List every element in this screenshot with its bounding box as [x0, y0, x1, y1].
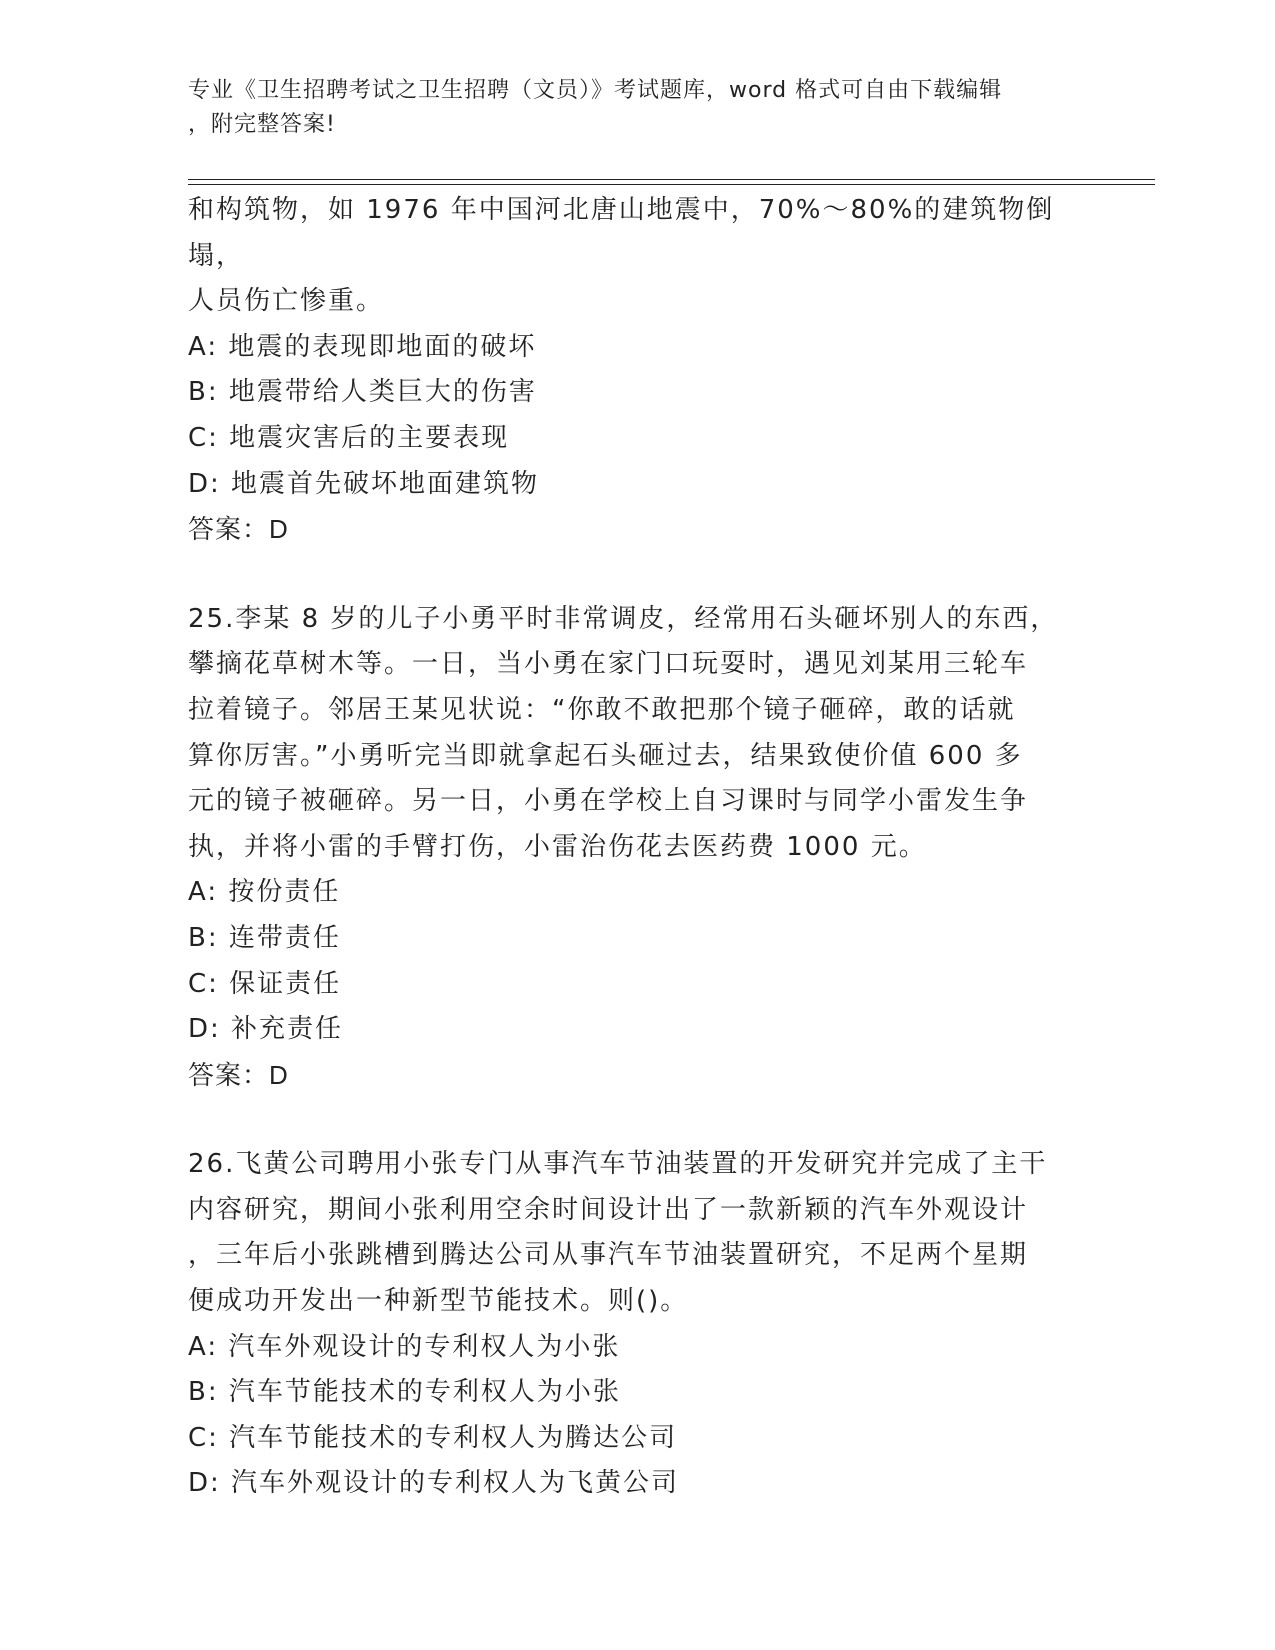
question-stem-line: 和构筑物，如 1976 年中国河北唐山地震中，70%～80%的建筑物倒塌，: [188, 195, 1055, 271]
question-stem-line: 便成功开发出一种新型节能技术。则()。: [188, 1286, 689, 1317]
question-stem-line: ，三年后小张跳槽到腾达公司从事汽车节油装置研究，不足两个星期: [188, 1240, 1029, 1271]
document-header: [188, 74, 1068, 142]
answer-line: 答案：D: [188, 514, 289, 545]
question-26: [188, 1142, 1068, 1507]
question-stem-line: 执，并将小雷的手臂打伤，小雷治伤花去医药费 1000 元。: [188, 831, 927, 862]
question-25: [188, 597, 1068, 1099]
option-a: A: 汽车外观设计的专利权人为小张: [188, 1331, 621, 1362]
option-c: C: 汽车节能技术的专利权人为腾达公司: [188, 1422, 678, 1453]
question-stem-line: 元的镜子被砸碎。另一日，小勇在学校上自习课时与同学小雷发生争: [188, 786, 1029, 817]
option-a: A: 按份责任: [188, 877, 341, 908]
option-b: B: 汽车节能技术的专利权人为小张: [188, 1377, 621, 1408]
header-divider-bottom: [188, 184, 1155, 185]
option-b: B: 地震带给人类巨大的伤害: [188, 377, 537, 408]
question-stem-line: 拉着镜子。邻居王某见状说：“你敢不敢把那个镜子砸碎，敢的话就: [188, 694, 1016, 725]
option-c: C: 保证责任: [188, 968, 342, 999]
header-title-line-2: ，附完整答案!: [188, 112, 336, 137]
option-d: D: 汽车外观设计的专利权人为飞黄公司: [188, 1468, 680, 1499]
answer-line: 答案：D: [188, 1059, 289, 1090]
option-d: D: 地震首先破坏地面建筑物: [188, 468, 540, 499]
option-b: B: 连带责任: [188, 922, 341, 953]
question-stem-line: 25.李某 8 岁的儿子小勇平时非常调皮，经常用石头砸坏别人的东西，: [188, 603, 1059, 634]
option-a: A: 地震的表现即地面的破坏: [188, 331, 537, 362]
question-stem-line: 人员伤亡惨重。: [188, 286, 385, 317]
header-title-line-1: 专业《卫生招聘考试之卫生招聘（文员）》考试题库，word 格式可自由下载编辑: [188, 78, 1003, 103]
question-stem-line: 内容研究，期间小张利用空余时间设计出了一款新颖的汽车外观设计: [188, 1194, 1029, 1225]
question-stem-line: 攀摘花草树木等。一日，当小勇在家门口玩耍时，遇见刘某用三轮车: [188, 649, 1029, 680]
option-c: C: 地震灾害后的主要表现: [188, 422, 510, 453]
question-stem-line: 26.飞黄公司聘用小张专门从事汽车节油装置的开发研究并完成了主干: [188, 1149, 1048, 1180]
question-content: [188, 188, 1068, 1507]
question-24: [188, 188, 1068, 553]
option-d: D: 补充责任: [188, 1014, 344, 1045]
question-stem-line: 算你厉害。”小勇听完当即就拿起石头砸过去，结果致使价值 600 多: [188, 740, 1023, 771]
header-divider-top: [188, 179, 1155, 180]
